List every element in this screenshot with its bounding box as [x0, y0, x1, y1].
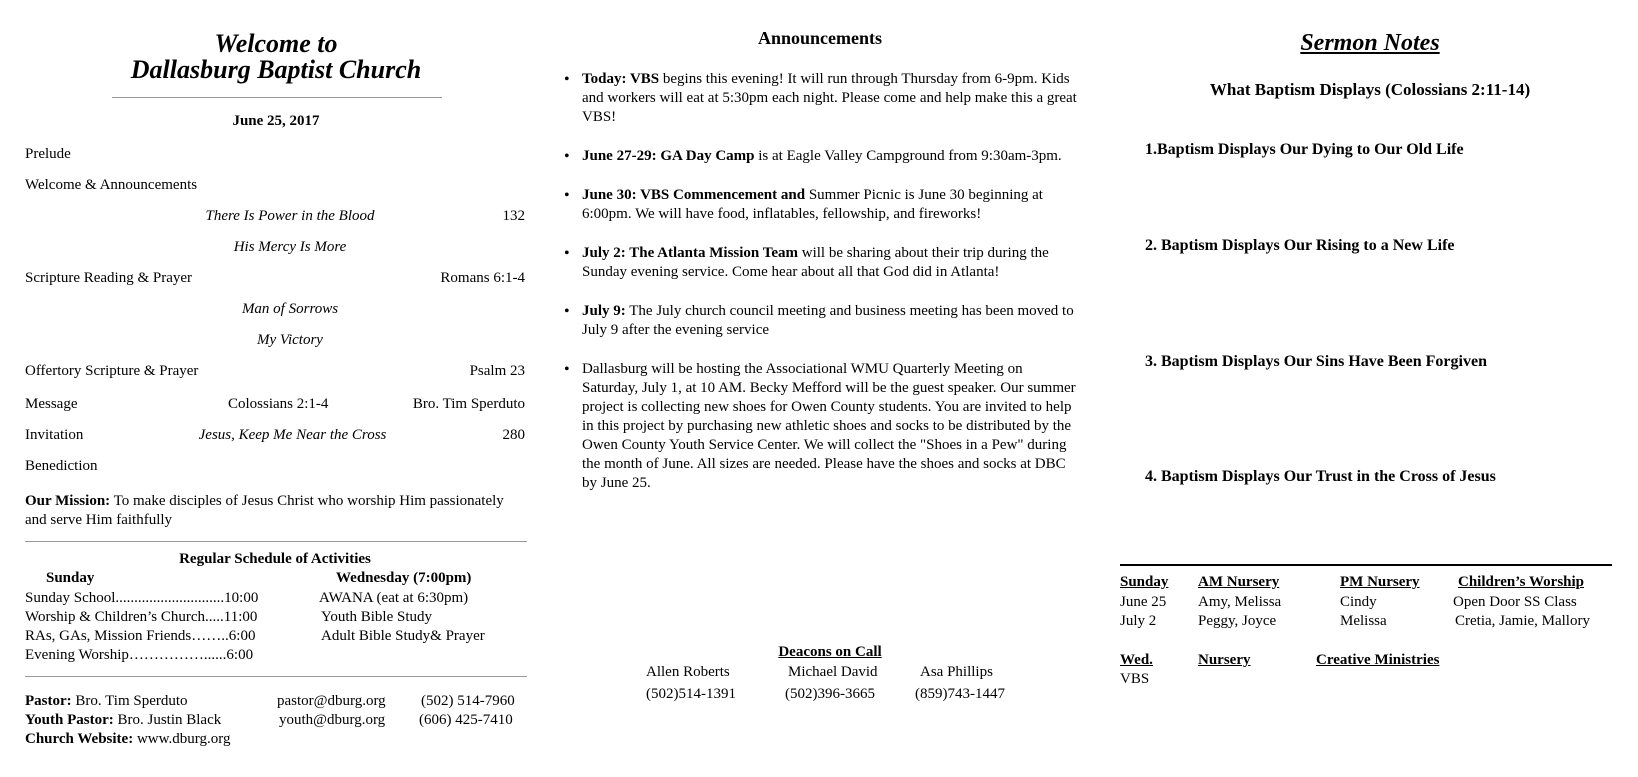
scripture-reference: Psalm 23: [469, 363, 525, 379]
nursery-header: Children’s Worship: [1458, 574, 1585, 590]
order-item-left: Benediction: [25, 458, 98, 474]
announcement-heading: Today: VBS: [582, 71, 660, 87]
nursery-cell: Melissa: [1340, 613, 1387, 629]
sermon-point: 4. Baptism Displays Our Trust in the Cross of Jesus: [1145, 468, 1496, 485]
contact-phone: (606) 425-7410: [419, 712, 513, 728]
order-item-left: Offertory Scripture & Prayer: [25, 363, 199, 379]
contact-name: Bro. Tim Sperduto: [75, 693, 188, 709]
nursery-cell: Peggy, Joyce: [1198, 613, 1277, 629]
deacon-name: Michael David: [788, 664, 878, 680]
contact-email[interactable]: youth@dburg.org: [279, 712, 386, 728]
schedule-wednesday-head: Wednesday (7:00pm): [336, 570, 472, 586]
nursery-cell: Cindy: [1340, 594, 1377, 610]
announcement-heading: June 27-29: GA Day Camp: [582, 148, 755, 164]
wed-header: Nursery: [1198, 652, 1251, 668]
sermon-point: 1.Baptism Displays Our Dying to Our Old Life: [1145, 141, 1464, 158]
section-divider: [25, 676, 527, 677]
deacon-name: Asa Phillips: [920, 664, 993, 680]
wednesday-activity: AWANA (eat at 6:30pm): [319, 590, 469, 606]
order-item-left: Message: [25, 396, 78, 412]
announcement-text: begins this evening! It will run through Thursday from 6-9pm. Kids and workers will eat at 5:30pm each night. Please come and help make this a great VBS!: [582, 71, 1077, 125]
nursery-cell: June 25: [1120, 594, 1167, 610]
nursery-header: PM Nursery: [1340, 574, 1420, 590]
wednesday-activity: Youth Bible Study: [321, 609, 433, 625]
nursery-header: AM Nursery: [1198, 574, 1280, 590]
order-item-left: Scripture Reading & Prayer: [25, 270, 193, 286]
nursery-cell: July 2: [1120, 613, 1157, 629]
contact-phone: (502) 514-7960: [421, 693, 515, 709]
nursery-cell: Open Door SS Class: [1453, 594, 1577, 610]
announcement-item: [582, 244, 1082, 282]
announcement-heading: July 9:: [582, 303, 626, 319]
announcement-text: Summer Picnic is June 30 beginning at 6:00pm. We will have food, inflatables, fellowship, and fireworks!: [582, 187, 1043, 222]
wednesday-activity: Adult Bible Study& Prayer: [321, 628, 485, 644]
order-item-left: Prelude: [25, 146, 71, 162]
announcement-item: [582, 302, 1082, 340]
announcement-item: [582, 186, 1082, 224]
hymn-number: 132: [502, 208, 525, 224]
deacon-name: Allen Roberts: [646, 664, 730, 680]
sermon-notes-title: Sermon Notes: [1300, 30, 1440, 56]
contact-row: [25, 712, 221, 729]
deacon-phone: (502)514-1391: [646, 686, 736, 702]
sunday-activity: Sunday School.............................10:00: [25, 590, 259, 606]
announcement-text: The July church council meeting and business meeting has been moved to July 9 after the evening service: [582, 303, 1074, 338]
sunday-activity: RAs, GAs, Mission Friends……..6:00: [25, 628, 256, 644]
deacon-phone: (502)396-3665: [785, 686, 875, 702]
announcement-item: [582, 147, 1082, 166]
sunday-activity: Evening Worship……………......6:00: [25, 647, 254, 663]
announcement-heading: July 2: The Atlanta Mission Team: [582, 245, 799, 261]
announcement-text: Dallasburg will be hosting the Associational WMU Quarterly Meeting on Saturday, July 1, at 10 AM. Becky Mefford will be the guest speaker. Our summer project is collecting new shoes for Owen County students. You are invited to help in this project by purchasing new athletic shoes and socks to be distributed by the Owen County Youth Service Center. We will collect the "Shoes in a Pew" during the month of June. All sizes are needed. Please have the shoes and socks at DBC by June 25.: [582, 361, 1076, 491]
preacher-name: Bro. Tim Sperduto: [412, 396, 525, 412]
sermon-subtitle: What Baptism Displays (Colossians 2:11-14): [1209, 80, 1531, 99]
deacon-phone: (859)743-1447: [915, 686, 1005, 702]
hymn-title: Man of Sorrows: [241, 301, 339, 317]
mission-text: To make disciples of Jesus Christ who worship Him passionately and serve Him faithfully: [25, 493, 504, 528]
nursery-cell: Cretia, Jamie, Mallory: [1455, 613, 1590, 629]
wed-header: Wed.: [1120, 652, 1153, 668]
announcement-item: [582, 70, 1082, 127]
title-divider: [112, 97, 442, 98]
hymn-title: There Is Power in the Blood: [205, 208, 375, 224]
announcements-list: [582, 70, 1082, 513]
mission-label: Our Mission:: [25, 493, 111, 509]
order-item-left: Invitation: [25, 427, 84, 443]
hymn-title: My Victory: [257, 332, 323, 348]
deacons-title: Deacons on Call: [778, 644, 882, 660]
announcement-text: is at Eagle Valley Campground from 9:30am-3pm.: [754, 148, 1062, 164]
bulletin-title-line1: Welcome to: [214, 29, 338, 58]
announcement-heading: June 30: VBS Commencement and: [582, 187, 806, 203]
wed-header: Creative Ministries: [1316, 652, 1440, 668]
contact-name: Bro. Justin Black: [117, 712, 222, 728]
announcement-text: will be sharing about their trip during the Sunday evening service. Come hear about all that God did in Atlanta!: [582, 245, 1049, 280]
schedule-title: Regular Schedule of Activities: [179, 551, 371, 567]
hymn-title: Jesus, Keep Me Near the Cross: [198, 427, 387, 443]
sermon-point: 2. Baptism Displays Our Rising to a New Life: [1145, 237, 1455, 254]
sunday-activity: Worship & Children’s Church.....11:00: [25, 609, 258, 625]
contact-row: [25, 693, 188, 710]
nursery-header: Sunday: [1120, 574, 1169, 590]
mission-statement: [25, 492, 525, 530]
bulletin-date: June 25, 2017: [232, 113, 320, 129]
schedule-sunday-head: Sunday: [46, 570, 95, 586]
contact-label: Youth Pastor:: [25, 712, 114, 728]
contact-row: [25, 731, 230, 748]
contact-label: Pastor:: [25, 693, 72, 709]
bulletin-title-line2: Dallasburg Baptist Church: [130, 55, 422, 84]
scripture-reference: Romans 6:1-4: [440, 270, 525, 286]
sermon-point: 3. Baptism Displays Our Sins Have Been Forgiven: [1145, 353, 1487, 370]
order-item-left: Welcome & Announcements: [25, 177, 198, 193]
contact-label: Church Website:: [25, 731, 134, 747]
hymn-title: His Mercy Is More: [233, 239, 347, 255]
announcements-title: Announcements: [757, 28, 882, 48]
wed-cell: VBS: [1120, 671, 1150, 687]
church-website-link[interactable]: www.dburg.org: [136, 731, 231, 747]
nursery-divider: [1120, 564, 1612, 566]
hymn-number: 280: [502, 427, 525, 443]
announcement-item: [582, 360, 1082, 493]
contact-email[interactable]: pastor@dburg.org: [277, 693, 386, 709]
section-divider: [25, 541, 527, 542]
nursery-cell: Amy, Melissa: [1198, 594, 1282, 610]
message-scripture: Colossians 2:1-4: [228, 396, 329, 412]
